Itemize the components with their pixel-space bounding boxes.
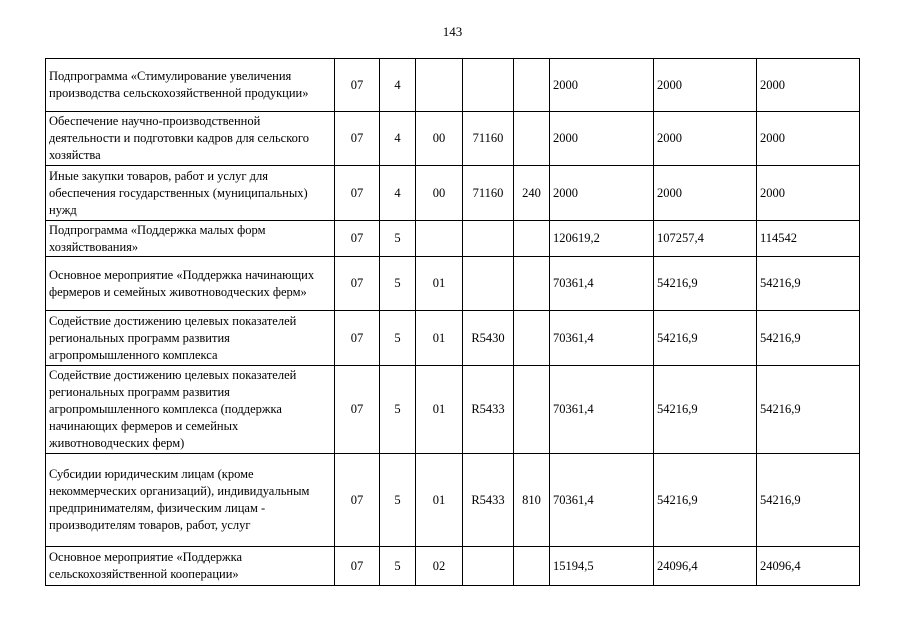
- section-code: 07: [335, 257, 380, 311]
- subsection-code: 5: [380, 547, 416, 586]
- main-event-code: 01: [416, 311, 463, 366]
- amount-year-1: 70361,4: [550, 454, 654, 547]
- expense-type-code: [514, 311, 550, 366]
- amount-year-3: 54216,9: [757, 257, 860, 311]
- direction-code: 71160: [463, 112, 514, 166]
- section-code: 07: [335, 454, 380, 547]
- row-name: Обеспечение научно-производственной деятельности и подготовки кадров для сельского хозяйства: [46, 112, 335, 166]
- direction-code: R5430: [463, 311, 514, 366]
- expense-type-code: [514, 366, 550, 454]
- section-code: 07: [335, 112, 380, 166]
- expense-type-code: [514, 257, 550, 311]
- amount-year-1: 70361,4: [550, 257, 654, 311]
- amount-year-1: 15194,5: [550, 547, 654, 586]
- subsection-code: 5: [380, 221, 416, 257]
- expense-type-code: 240: [514, 166, 550, 221]
- amount-year-1: 2000: [550, 166, 654, 221]
- subsection-code: 4: [380, 59, 416, 112]
- amount-year-1: 2000: [550, 112, 654, 166]
- subsection-code: 5: [380, 311, 416, 366]
- table-row: [46, 547, 860, 586]
- main-event-code: [416, 221, 463, 257]
- section-code: 07: [335, 547, 380, 586]
- row-name: Основное мероприятие «Поддержка сельскохозяйственной кооперации»: [46, 547, 335, 586]
- row-name: Основное мероприятие «Поддержка начинающих фермеров и семейных животноводческих ферм»: [46, 257, 335, 311]
- amount-year-2: 2000: [654, 112, 757, 166]
- row-name: Субсидии юридическим лицам (кроме некоммерческих организаций), индивидуальным предпринимателям, физическим лицам - производителям товаров, работ, услуг: [46, 454, 335, 547]
- table-row: [46, 59, 860, 112]
- amount-year-2: 2000: [654, 166, 757, 221]
- table-row: [46, 257, 860, 311]
- subsection-code: 5: [380, 366, 416, 454]
- subsection-code: 5: [380, 257, 416, 311]
- expense-type-code: [514, 112, 550, 166]
- row-name: Подпрограмма «Поддержка малых форм хозяйствования»: [46, 221, 335, 257]
- amount-year-2: 54216,9: [654, 454, 757, 547]
- expense-type-code: [514, 547, 550, 586]
- table-row: [46, 166, 860, 221]
- main-event-code: 02: [416, 547, 463, 586]
- amount-year-1: 120619,2: [550, 221, 654, 257]
- page-number: 143: [442, 24, 463, 39]
- amount-year-3: 24096,4: [757, 547, 860, 586]
- direction-code: R5433: [463, 454, 514, 547]
- amount-year-2: 107257,4: [654, 221, 757, 257]
- direction-code: [463, 221, 514, 257]
- amount-year-1: 70361,4: [550, 311, 654, 366]
- subsection-code: 5: [380, 454, 416, 547]
- amount-year-2: 2000: [654, 59, 757, 112]
- table-row: [46, 221, 860, 257]
- budget-table: [45, 58, 860, 586]
- expense-type-code: [514, 59, 550, 112]
- amount-year-3: 54216,9: [757, 454, 860, 547]
- direction-code: [463, 59, 514, 112]
- amount-year-2: 54216,9: [654, 257, 757, 311]
- main-event-code: [416, 59, 463, 112]
- direction-code: [463, 547, 514, 586]
- row-name: Подпрограмма «Стимулирование увеличения производства сельскохозяйственной продукции»: [46, 59, 335, 112]
- main-event-code: 01: [416, 366, 463, 454]
- subsection-code: 4: [380, 166, 416, 221]
- amount-year-2: 54216,9: [654, 311, 757, 366]
- amount-year-2: 54216,9: [654, 366, 757, 454]
- expense-type-code: 810: [514, 454, 550, 547]
- direction-code: [463, 257, 514, 311]
- amount-year-1: 70361,4: [550, 366, 654, 454]
- direction-code: R5433: [463, 366, 514, 454]
- section-code: 07: [335, 311, 380, 366]
- table-row: [46, 112, 860, 166]
- section-code: 07: [335, 59, 380, 112]
- row-name: Содействие достижению целевых показателей региональных программ развития агропромышленного комплекса: [46, 311, 335, 366]
- row-name: Содействие достижению целевых показателей региональных программ развития агропромышленного комплекса (поддержка начинающих фермеров и семейных животноводческих ферм): [46, 366, 335, 454]
- main-event-code: 00: [416, 112, 463, 166]
- row-name: Иные закупки товаров, работ и услуг для обеспечения государственных (муниципальных) нужд: [46, 166, 335, 221]
- table-row: [46, 311, 860, 366]
- amount-year-3: 54216,9: [757, 311, 860, 366]
- main-event-code: 00: [416, 166, 463, 221]
- amount-year-2: 24096,4: [654, 547, 757, 586]
- subsection-code: 4: [380, 112, 416, 166]
- expense-type-code: [514, 221, 550, 257]
- section-code: 07: [335, 166, 380, 221]
- table-row: [46, 366, 860, 454]
- amount-year-1: 2000: [550, 59, 654, 112]
- main-event-code: 01: [416, 454, 463, 547]
- amount-year-3: 114542: [757, 221, 860, 257]
- amount-year-3: 2000: [757, 166, 860, 221]
- main-event-code: 01: [416, 257, 463, 311]
- direction-code: 71160: [463, 166, 514, 221]
- amount-year-3: 54216,9: [757, 366, 860, 454]
- section-code: 07: [335, 366, 380, 454]
- amount-year-3: 2000: [757, 59, 860, 112]
- section-code: 07: [335, 221, 380, 257]
- table-row: [46, 454, 860, 547]
- amount-year-3: 2000: [757, 112, 860, 166]
